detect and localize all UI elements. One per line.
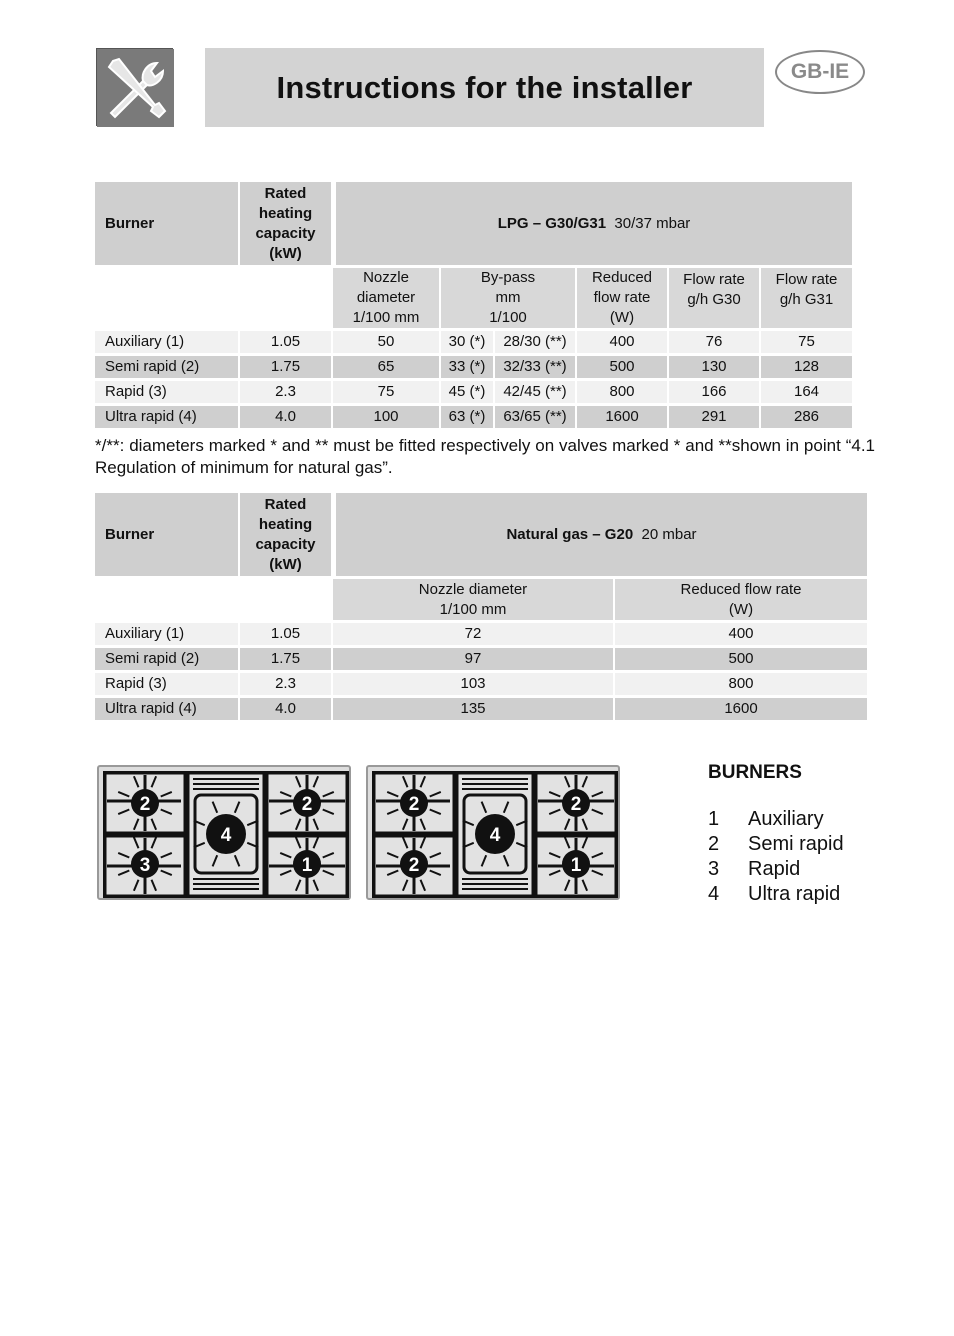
- table-row: [95, 673, 867, 695]
- gas-pressure: 30/37 mbar: [614, 214, 691, 232]
- bypass-value: 63/65 (**): [495, 406, 575, 428]
- legend-title: BURNERS: [708, 762, 802, 783]
- sub-line: 1/100 mm: [352, 309, 420, 326]
- sub-line: By-pass: [480, 269, 536, 286]
- legend-label: Rapid: [748, 858, 801, 880]
- flow-g31-value: 164: [761, 381, 852, 403]
- natural-gas-table: [93, 490, 869, 723]
- burner-number: 3: [139, 855, 151, 876]
- capacity-value: 2.3: [240, 381, 331, 403]
- nozzle-value: 135: [333, 698, 613, 720]
- header-burner: Burner: [95, 182, 238, 265]
- blank-cell: [240, 268, 331, 328]
- legend-label: Auxiliary: [748, 808, 824, 830]
- sub-line: diameter: [356, 289, 416, 306]
- nozzle-value: 50: [333, 331, 439, 353]
- table-row: [95, 406, 852, 428]
- table-row: [95, 623, 867, 645]
- bypass-value: 63 (*): [441, 406, 493, 428]
- burner-marker: [475, 814, 515, 854]
- reduced-flow-value: 500: [615, 648, 867, 670]
- nozzle-value: 75: [333, 381, 439, 403]
- header-capacity: Rated heating capacity (kW): [240, 493, 331, 576]
- burner-number: 4: [220, 825, 232, 846]
- burner-name: Ultra rapid (4): [95, 406, 238, 428]
- burner-number: 2: [408, 794, 420, 815]
- table-row: [95, 356, 852, 378]
- burner-marker: [400, 850, 428, 878]
- capacity-value: 1.05: [240, 331, 331, 353]
- flow-g30-value: 291: [669, 406, 759, 428]
- reduced-flow-value: 500: [577, 356, 667, 378]
- sub-line: Nozzle: [363, 269, 409, 286]
- legend-number: 3: [708, 858, 720, 880]
- legend-item: [708, 857, 908, 882]
- burner-name: Semi rapid (2): [95, 356, 238, 378]
- gas-pressure: 20 mbar: [641, 525, 697, 543]
- nozzle-value: 97: [333, 648, 613, 670]
- footnote: */**: diameters marked * and ** must be fitted respectively on valves marked * and **shown in point “4.1 Regulation of minimum for natural gas”.: [95, 436, 875, 477]
- flow-g31-value: 128: [761, 356, 852, 378]
- burner-marker: [562, 850, 590, 878]
- nozzle-value: 65: [333, 356, 439, 378]
- gas-type: LPG – G30/G31: [497, 214, 607, 232]
- bypass-value: 45 (*): [441, 381, 493, 403]
- burner-name: Semi rapid (2): [95, 648, 238, 670]
- burner-marker: [206, 814, 246, 854]
- header-burner: Burner: [95, 493, 238, 576]
- legend-number: 1: [708, 808, 720, 830]
- sub-line: Flow rate: [775, 271, 838, 288]
- lpg-table: [93, 179, 854, 431]
- hob-drawing: [103, 771, 349, 898]
- nozzle-value: 100: [333, 406, 439, 428]
- legend-label: Ultra rapid: [748, 883, 841, 905]
- gas-type: Natural gas – G20: [506, 525, 634, 543]
- capacity-value: 1.75: [240, 356, 331, 378]
- capacity-value: 4.0: [240, 698, 331, 720]
- hob-diagram-2: [366, 765, 620, 900]
- burner-number: 2: [570, 794, 582, 815]
- burner-number: 1: [570, 855, 582, 876]
- sub-bypass: [441, 268, 575, 328]
- hob-drawing: [372, 771, 618, 898]
- burner-name: Auxiliary (1): [95, 623, 238, 645]
- burner-marker: [131, 789, 159, 817]
- table-row: [95, 698, 867, 720]
- capacity-value: 1.75: [240, 648, 331, 670]
- burner-number: 4: [489, 825, 501, 846]
- hob-diagram-1: [97, 765, 351, 900]
- sub-line: Nozzle diameter: [418, 580, 528, 598]
- burner-name: Rapid (3): [95, 381, 238, 403]
- table-row: [95, 331, 852, 353]
- installer-logo: [96, 48, 173, 126]
- blank-cell: [95, 579, 238, 620]
- bypass-value: 32/33 (**): [495, 356, 575, 378]
- sub-line: mm: [495, 289, 521, 306]
- reduced-flow-value: 800: [615, 673, 867, 695]
- sub-line: flow rate: [593, 289, 651, 306]
- sub-line: 1/100 mm: [439, 600, 507, 618]
- sub-nozzle: [333, 579, 613, 620]
- burner-marker: [293, 850, 321, 878]
- capacity-value: 4.0: [240, 406, 331, 428]
- sub-line: 1/100: [489, 309, 527, 326]
- legend-item: [708, 807, 908, 832]
- table-row: [95, 648, 867, 670]
- burner-number: 2: [301, 794, 313, 815]
- legend-number: 4: [708, 883, 720, 905]
- burner-marker: [400, 789, 428, 817]
- reduced-flow-value: 400: [615, 623, 867, 645]
- tools-wrench-screwdriver-icon: [97, 49, 174, 127]
- burner-number: 1: [301, 855, 313, 876]
- bypass-value: 42/45 (**): [495, 381, 575, 403]
- legend-label: Semi rapid: [748, 833, 844, 855]
- burner-marker: [293, 789, 321, 817]
- language-badge: GB-IE: [775, 50, 865, 94]
- table-row: [95, 381, 852, 403]
- sub-line: g/h G31: [779, 291, 834, 308]
- capacity-value: 1.05: [240, 623, 331, 645]
- reduced-flow-value: 1600: [615, 698, 867, 720]
- flow-g30-value: 130: [669, 356, 759, 378]
- nozzle-value: 103: [333, 673, 613, 695]
- sub-g31: [761, 268, 852, 328]
- burner-name: Rapid (3): [95, 673, 238, 695]
- burner-number: 2: [139, 794, 151, 815]
- burner-marker: [562, 789, 590, 817]
- sub-reduced: [615, 579, 867, 620]
- sub-line: Reduced flow rate: [680, 580, 802, 598]
- flow-g31-value: 286: [761, 406, 852, 428]
- burner-name: Ultra rapid (4): [95, 698, 238, 720]
- nozzle-value: 72: [333, 623, 613, 645]
- flow-g31-value: 75: [761, 331, 852, 353]
- burner-name: Auxiliary (1): [95, 331, 238, 353]
- legend-number: 2: [708, 833, 720, 855]
- legend-item: [708, 882, 908, 907]
- sub-line: g/h G30: [687, 291, 741, 308]
- sub-line: Reduced: [591, 269, 653, 286]
- reduced-flow-value: 1600: [577, 406, 667, 428]
- reduced-flow-value: 400: [577, 331, 667, 353]
- flow-g30-value: 76: [669, 331, 759, 353]
- sub-line: Flow rate: [683, 271, 745, 288]
- sub-line: (W): [728, 600, 754, 618]
- title-bar: [205, 48, 764, 127]
- blank-cell: [240, 579, 331, 620]
- bypass-value: 33 (*): [441, 356, 493, 378]
- sub-nozzle: [333, 268, 439, 328]
- burner-marker: [131, 850, 159, 878]
- blank-cell: [95, 268, 238, 328]
- legend-item: [708, 832, 908, 857]
- capacity-value: 2.3: [240, 673, 331, 695]
- burner-number: 2: [408, 855, 420, 876]
- reduced-flow-value: 800: [577, 381, 667, 403]
- header-gas-natural: [333, 493, 867, 576]
- sub-g30: [669, 268, 759, 328]
- sub-line: (W): [609, 309, 635, 326]
- bypass-value: 28/30 (**): [495, 331, 575, 353]
- header-gas-lpg: [333, 182, 852, 265]
- header-capacity: Rated heating capacity (kW): [240, 182, 331, 265]
- sub-reduced: [577, 268, 667, 328]
- flow-g30-value: 166: [669, 381, 759, 403]
- page-title: Instructions for the installer: [276, 69, 693, 105]
- burners-legend: [708, 762, 908, 907]
- bypass-value: 30 (*): [441, 331, 493, 353]
